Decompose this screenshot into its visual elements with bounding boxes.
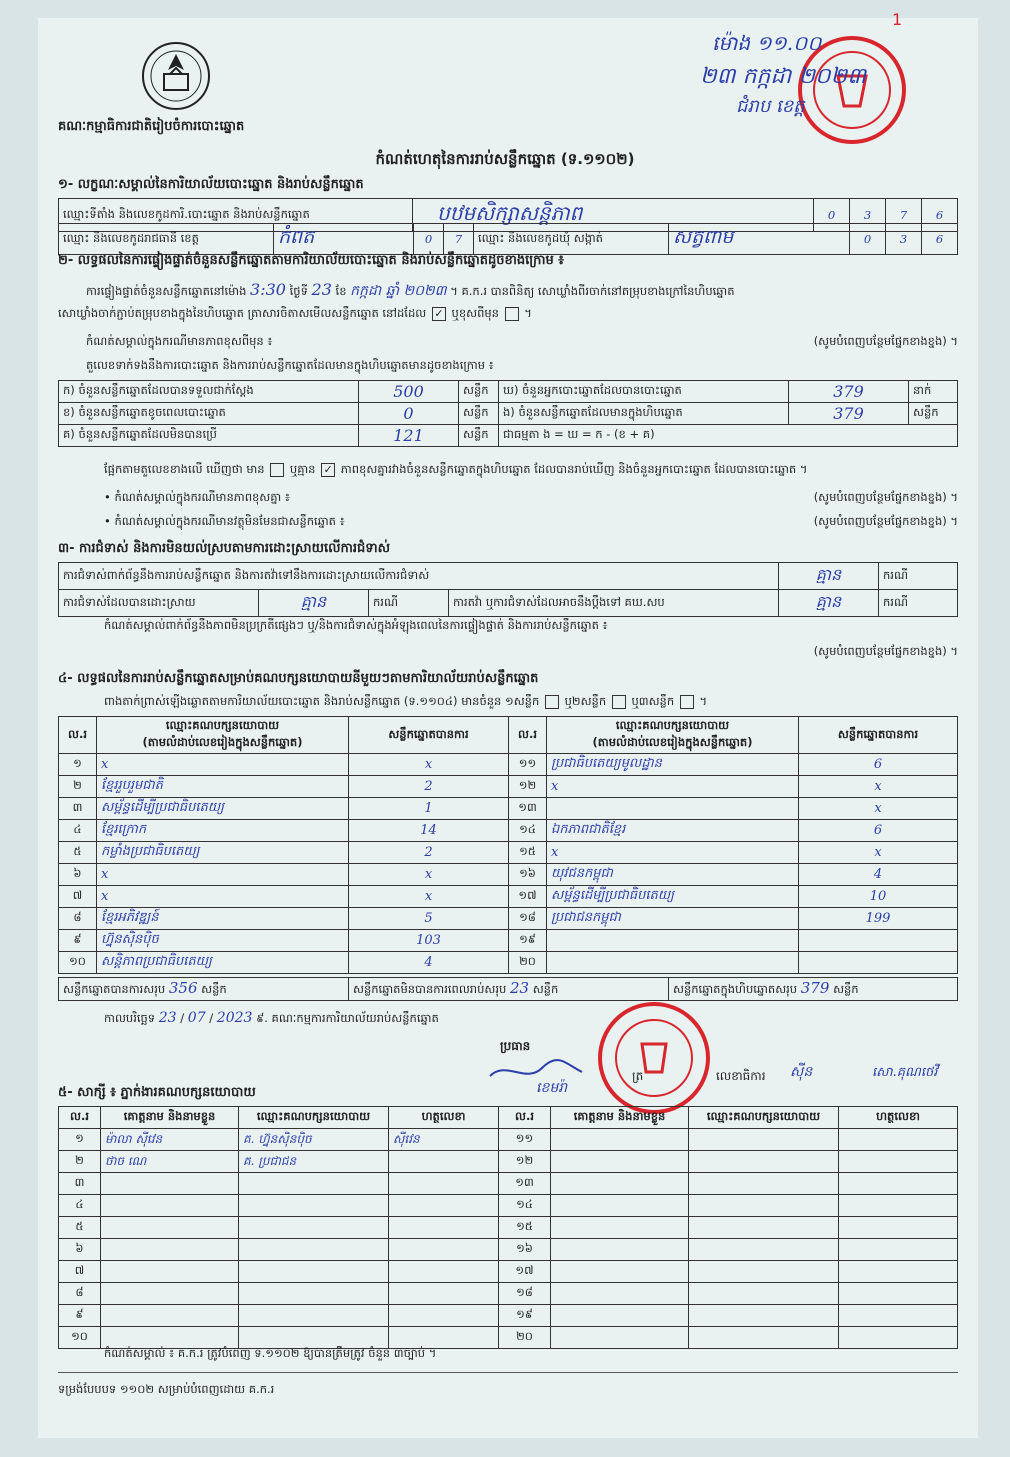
- witness-party: [239, 1173, 389, 1195]
- row-number: ២០: [509, 952, 547, 974]
- party-name: ហ្វ៊ុនស៊ិនប៉ិច: [97, 930, 349, 952]
- party-name: កម្លាំងប្រជាធិបតេយ្យ: [97, 842, 349, 864]
- party-votes: 2: [349, 776, 509, 798]
- party-votes: 2: [349, 842, 509, 864]
- witness-name: [551, 1305, 689, 1327]
- row-number: ១: [59, 754, 97, 776]
- row-number: ២: [59, 1151, 101, 1173]
- verification-line-2: សោឃ្លាំងចាក់ភ្ជាប់តម្រុបខាងក្នុងនៃហិបឆ្នោត ត្រាសារចិតាសមើលសន្លឹកឆ្នោត នៅដដែល ✓ ឬខុសពីមុន ។: [58, 306, 532, 320]
- table-row: [59, 798, 958, 820]
- witness-party: [689, 1239, 839, 1261]
- witness-signature: [839, 1151, 958, 1173]
- deputy-label: ត្រ: [632, 1069, 644, 1083]
- row-number: ១៤: [509, 820, 547, 842]
- witness-signature: [389, 1305, 499, 1327]
- party-votes: 14: [349, 820, 509, 842]
- office-stamp-icon: [596, 1000, 712, 1116]
- table-row: [59, 1151, 958, 1173]
- table-row: [59, 1283, 958, 1305]
- witness-signature: [389, 1195, 499, 1217]
- witness-party: [689, 1217, 839, 1239]
- party-votes: 199: [799, 908, 958, 930]
- witness-name: [101, 1305, 239, 1327]
- table-row: [59, 1239, 958, 1261]
- party-name: ខ្មែររួបរួមជាតិ: [97, 776, 349, 798]
- verification-time: 3:30: [250, 280, 286, 299]
- commune-code-2: 3: [886, 224, 922, 255]
- witness-party: [239, 1283, 389, 1305]
- totals-table: សន្លឹកឆ្នោតបានការសរុប 356 សន្លឹក សន្លឹកឆ្នោតមិនបានការពេលរាប់សរុប 23 សន្លឹក សន្លឹកឆ្នោតក្នុងហិបឆ្នោតសរុប 379 សន្លឹក: [58, 977, 958, 1001]
- party-votes: 10: [799, 886, 958, 908]
- row-number: ១១: [499, 1129, 551, 1151]
- section4-title: ៤- លទ្ធផលនៃការរាប់សន្លឹកឆ្នោតសម្រាប់គណបក្សនយោបាយនីមួយៗតាមការិយាល័យរាប់សន្លឹកឆ្នោត: [58, 671, 539, 686]
- witness-party: គ. ហ្វ៊ុនស៊ិនប៉ិច: [239, 1129, 389, 1151]
- party-name: សន្តិភាពប្រជាធិបតេយ្យ: [97, 952, 349, 974]
- three-sheets-checkbox[interactable]: [680, 695, 694, 709]
- witness-name: [551, 1261, 689, 1283]
- verification-day: 23: [311, 280, 332, 299]
- witness-signature: ស៊ីវេន: [389, 1129, 499, 1151]
- table-row: [59, 1217, 958, 1239]
- site-code-1: 0: [814, 199, 850, 232]
- witness-signature: [839, 1305, 958, 1327]
- row-number: ១១: [509, 754, 547, 776]
- table-row: [59, 842, 958, 864]
- site-code-3: 7: [886, 199, 922, 232]
- party-name: យុវជនកម្ពុជា: [547, 864, 799, 886]
- objections-table: ការជំទាស់ពាក់ព័ន្ធនឹងការរាប់សន្លឹកឆ្នោត និងការតវ៉ាទៅនឹងការដោះស្រាយលើការជំទាស់ គ្មាន ករណី ការជំទាស់ដែលបានដោះស្រាយ គ្មាន ករណី ការតវ៉ា ឬការជំទាស់ដែលអាចនឹងប្តឹងទៅ គឃ.សប គ្មាន ករណី: [58, 562, 958, 617]
- irregularity-fill-note: (សូមបំពេញបន្ថែមផ្នែកខាងខ្នង) ។: [813, 644, 958, 658]
- formula: ជាធម្មតា ង = ឃ = ក - (ខ + គ): [499, 425, 958, 447]
- witness-name: [551, 1239, 689, 1261]
- witness-party: [239, 1261, 389, 1283]
- row-number: ១៥: [499, 1217, 551, 1239]
- row-number: ១៦: [509, 864, 547, 886]
- table-row: [59, 1261, 958, 1283]
- row-number: ៥: [59, 842, 97, 864]
- row-number: ៦: [59, 864, 97, 886]
- form-note: ទម្រង់បែបបទ ១១០២ សម្រាប់បំពេញដោយ គ.ក.រ: [58, 1382, 275, 1396]
- witness-signature: [389, 1151, 499, 1173]
- party-votes: 5: [349, 908, 509, 930]
- witness-signature: [839, 1217, 958, 1239]
- party-name: ឯកភាពជាតិខ្មែរ: [547, 820, 799, 842]
- table-row: [59, 864, 958, 886]
- row-number: ៨: [59, 908, 97, 930]
- witness-name: [551, 1217, 689, 1239]
- witness-signature: [389, 1173, 499, 1195]
- party-votes: 6: [799, 754, 958, 776]
- row-number: ១: [59, 1129, 101, 1151]
- site-code-4: 6: [922, 199, 958, 232]
- ballots-in-box: 379: [789, 403, 909, 425]
- witness-name: [551, 1129, 689, 1151]
- irregularity-note: កំណត់សម្គាល់ពាក់ព័ន្ធនឹងភាពមិនប្រក្រតីផ្សេងៗ ឬ/និងការជំទាស់ក្នុងអំឡុងពេលនៃការផ្ទៀងផ្ទាត់ និងការរាប់សន្លឹកឆ្នោត ៖: [104, 618, 608, 632]
- witness-party: [689, 1173, 839, 1195]
- witness-party: [239, 1239, 389, 1261]
- witness-name: [101, 1239, 239, 1261]
- row-number: ១០: [59, 1327, 101, 1349]
- party-votes: 4: [799, 864, 958, 886]
- party-votes: 6: [799, 820, 958, 842]
- witness-party: [689, 1151, 839, 1173]
- chair-signature-icon: [486, 1050, 586, 1090]
- chair-name: ខេមរ៉ា: [536, 1080, 568, 1096]
- two-sheets-checkbox[interactable]: [612, 695, 626, 709]
- difference-note-line: កំណត់សម្គាល់ក្នុងករណីមានភាពខុសពីមុន ៖ (សូមបំពេញបន្ថែមផ្នែកខាងខ្នង) ។: [86, 334, 958, 348]
- witness-party: [239, 1305, 389, 1327]
- total-invalid: 23: [509, 979, 530, 997]
- ballot-figures-table: ក) ចំនួនសន្លឹកឆ្នោតដែលបានទទួលជាក់ស្តែង 500 សន្លឹក ឃ) ចំនួនអ្នកបោះឆ្នោតដែលបានបោះឆ្នោត 379 នាក់ ខ) ចំនួនសន្លឹកឆ្នោតខូចពេលបោះឆ្នោត 0 សន្លឹក ង) ចំនួនសន្លឹកឆ្នោតដែលមានក្នុងហិបឆ្នោត 379 សន្លឹក គ) ចំនួនសន្លឹកឆ្នោតដែលមិនបានប្រើ 121 សន្លឹក ជាធម្មតា ង = ឃ = ក - (ខ + គ): [58, 380, 958, 447]
- footer-divider: [58, 1372, 958, 1373]
- commune-code-1: 0: [850, 224, 886, 255]
- witness-table: ល.រ គោត្តនាម និងនាមខ្លួន ឈ្មោះគណបក្សនយោបាយ ហត្ថលេខា ល.រ គោត្តនាម និងនាមខ្លួន ឈ្មោះគណបក្សនយោបាយ ហត្ថលេខា ១ ម៉ាលា ស៊ីវេន គ. ហ្វ៊ុនស៊ិនប៉ិច ស៊ីវេន ១១ ២ ថាច ណេ គ. ប្រជាជន ១២ ៣ ១៣ ៤ ១៤ ៥ ១៥ ៦ ១៦ ៧ ១៧ ៨ ១៨ ៩ ១៩ ១០ ២០: [58, 1106, 958, 1349]
- party-votes: 103: [349, 930, 509, 952]
- witness-signature: [839, 1283, 958, 1305]
- unchanged-checkbox[interactable]: ✓: [432, 307, 446, 321]
- row-number: ៤: [59, 1195, 101, 1217]
- total-valid: 356: [168, 979, 198, 997]
- party-name: [547, 930, 799, 952]
- party-votes: x: [799, 842, 958, 864]
- secretary-name: សោ.គុណថេវី: [872, 1065, 938, 1080]
- table-row: [59, 820, 958, 842]
- row-number: ៩: [59, 1305, 101, 1327]
- row-number: ៤: [59, 820, 97, 842]
- changed-checkbox[interactable]: [505, 307, 519, 321]
- party-name: ខ្មែរក្រោក: [97, 820, 349, 842]
- party-name: សម្ព័ន្ធដើម្បីប្រជាធិបតេយ្យ: [547, 886, 799, 908]
- row-number: ៦: [59, 1239, 101, 1261]
- witness-signature: [839, 1129, 958, 1151]
- party-name: x: [97, 754, 349, 776]
- commune-label: ឈ្មោះ និងលេខកូដឃុំ សង្កាត់: [474, 224, 669, 255]
- commune-code-3: 6: [922, 224, 958, 255]
- discrepancy-yes-checkbox[interactable]: [270, 463, 284, 477]
- row-number: ១៩: [499, 1305, 551, 1327]
- witness-name: [101, 1283, 239, 1305]
- table-row: [59, 952, 958, 974]
- province-code-1: 0: [414, 224, 444, 255]
- party-name: x: [547, 842, 799, 864]
- witness-signature: [389, 1217, 499, 1239]
- party-votes: x: [349, 754, 509, 776]
- party-name: x: [97, 864, 349, 886]
- province-label: ឈ្មោះ និងលេខកូដរាជធានី ខេត្ត: [59, 224, 274, 255]
- one-sheet-checkbox[interactable]: [545, 695, 559, 709]
- witness-party: [689, 1261, 839, 1283]
- witness-name: [101, 1195, 239, 1217]
- witness-party: [689, 1129, 839, 1151]
- section5-title: ៥- សាក្សី ៖ ភ្នាក់ងារគណបក្សនយោបាយ: [58, 1085, 256, 1100]
- row-number: ៧: [59, 1261, 101, 1283]
- verification-month: កក្កដា ឆ្នាំ ២០២៣: [350, 283, 447, 299]
- witness-signature: [389, 1239, 499, 1261]
- section1-title: ១- លក្ខណៈសម្គាល់នៃការិយាល័យបោះឆ្នោត និងរាប់សន្លឹកឆ្នោត: [58, 177, 364, 192]
- party-name: ប្រជាធិបតេយ្យមូលដ្ឋាន: [547, 754, 799, 776]
- row-number: ៣: [59, 798, 97, 820]
- stamp-note-3: ជំរាប ខេត្ត: [736, 96, 805, 117]
- party-votes: 4: [349, 952, 509, 974]
- row-number: ១៧: [509, 886, 547, 908]
- witness-name: [551, 1195, 689, 1217]
- table-row: [59, 776, 958, 798]
- commune-value: សត្វពាម: [669, 224, 850, 255]
- witness-party: [689, 1305, 839, 1327]
- table-row: [59, 1305, 958, 1327]
- table-row: [59, 1173, 958, 1195]
- resolved-objections: គ្មាន: [259, 590, 369, 617]
- party-name: x: [547, 776, 799, 798]
- objections-count: គ្មាន: [779, 563, 879, 590]
- row-number: ១៥: [509, 842, 547, 864]
- section3-title: ៣- ការជំទាស់ និងការមិនយល់ស្របតាមការដោះស្រាយលើការជំទាស់: [58, 541, 390, 556]
- witness-name: [101, 1261, 239, 1283]
- nec-logo-icon: [140, 40, 212, 112]
- witness-name: ម៉ាលា ស៊ីវេន: [101, 1129, 239, 1151]
- row-number: ១៨: [499, 1283, 551, 1305]
- witness-name: [101, 1217, 239, 1239]
- party-votes: [799, 930, 958, 952]
- row-number: ១៣: [509, 798, 547, 820]
- party-votes: [799, 952, 958, 974]
- site-value: បឋមសិក្សាសន្តិភាព: [413, 199, 814, 232]
- row-number: ៣: [59, 1173, 101, 1195]
- witness-signature: [839, 1173, 958, 1195]
- committee-name: គណៈកម្មាធិការជាតិរៀបចំការបោះឆ្នោត: [58, 119, 245, 134]
- document-title: កំណត់ហេតុនៃការរាប់សន្លឹកឆ្នោត (ទ.១១០២): [375, 150, 635, 168]
- row-number: ១៧: [499, 1261, 551, 1283]
- party-name: [547, 952, 799, 974]
- table-row: [59, 886, 958, 908]
- row-number: ២០: [499, 1327, 551, 1349]
- bullet-note-2: • កំណត់សម្គាល់ក្នុងករណីមានវត្ថុមិនមែនជាសន្លឹកឆ្នោត ៖ (សូមបំពេញបន្ថែមផ្នែកខាងខ្នង) ។: [104, 514, 958, 528]
- discrepancy-no-checkbox[interactable]: ✓: [321, 463, 335, 477]
- province-code-2: 7: [444, 224, 474, 255]
- witness-name: [101, 1173, 239, 1195]
- witness-name: [551, 1283, 689, 1305]
- witness-signature: [839, 1261, 958, 1283]
- witness-party: គ. ប្រជាជន: [239, 1151, 389, 1173]
- party-votes: x: [799, 776, 958, 798]
- stamp-note-1: ម៉ោង ១១.០០: [712, 31, 822, 55]
- table-row: [59, 930, 958, 952]
- figures-intro: តួលេខទាក់ទងនឹងការបោះឆ្នោត និងការរាប់សន្លឹកឆ្នោតដែលមានក្នុងហិបឆ្នោតមានដូចខាងក្រោម ៖: [86, 358, 494, 372]
- row-number: ១៨: [509, 908, 547, 930]
- row-number: ១៦: [499, 1239, 551, 1261]
- row-number: ១២: [509, 776, 547, 798]
- secretary-label: លេខាធិការ: [716, 1069, 766, 1083]
- witness-party: [239, 1217, 389, 1239]
- voters-voted: 379: [789, 381, 909, 403]
- row-number: ៧: [59, 886, 97, 908]
- secretary-signature: ស៊ីន: [790, 1064, 813, 1080]
- witness-party: [689, 1195, 839, 1217]
- row-number: ១៤: [499, 1195, 551, 1217]
- site-code-2: 3: [850, 199, 886, 232]
- party-name: [547, 798, 799, 820]
- bullet-note-1: • កំណត់សម្គាល់ក្នុងករណីមានភាពខុសគ្នា ៖ (សូមបំពេញបន្ថែមផ្នែកខាងខ្នង) ។: [104, 490, 958, 504]
- row-number: ១៩: [509, 930, 547, 952]
- witness-name: [551, 1151, 689, 1173]
- row-number: ៩: [59, 930, 97, 952]
- witness-party: [239, 1195, 389, 1217]
- date-line: កាលបរិច្ឆេទ 23 / 07 / 2023 ៩. គណៈកម្មការការិយាល័យរាប់សន្លឹកឆ្នោត: [104, 1010, 439, 1026]
- row-number: ២: [59, 776, 97, 798]
- table-row: [59, 1195, 958, 1217]
- ballots-received: 500: [359, 381, 459, 403]
- witness-signature: [389, 1283, 499, 1305]
- party-votes: x: [349, 886, 509, 908]
- witness-signature: [389, 1261, 499, 1283]
- stamp-note-2: ២៣ កក្កដា ២០២៣: [700, 64, 866, 89]
- total-in-box: 379: [800, 979, 830, 997]
- witness-signature: [839, 1239, 958, 1261]
- witness-signature: [839, 1195, 958, 1217]
- witness-name: [551, 1173, 689, 1195]
- discrepancy-line: ផ្អែកតាមតួលេខខាងលើ ឃើញថា មាន ឬគ្មាន ✓ ភាពខុសគ្នារវាងចំនួនសន្លឹកឆ្នោតក្នុងហិបឆ្នោត ដែលបានរាប់ឃើញ និងចំនួនអ្នកបោះឆ្នោត ដែលបានបោះឆ្នោត ។: [104, 462, 808, 476]
- section1-table-row2: [58, 223, 958, 255]
- witness-party: [689, 1283, 839, 1305]
- party-name: x: [97, 886, 349, 908]
- party-name: សម្ព័ន្ធដើម្បីប្រជាធិបតេយ្យ: [97, 798, 349, 820]
- site-label: ឈ្មោះទីតាំង និងលេខកូដការិ.បោះឆ្នោត និងរាប់សន្លឹកឆ្នោត: [59, 199, 413, 232]
- witness-name: ថាច ណេ: [101, 1151, 239, 1173]
- ballots-spoiled: 0: [359, 403, 459, 425]
- table-row: [59, 754, 958, 776]
- chair-label: ប្រធាន: [500, 1039, 531, 1053]
- party-results-table: ល.រ ឈ្មោះគណបក្សនយោបាយ (តាមលំដាប់លេខរៀងក្នុងសន្លឹកឆ្នោត) សន្លឹកឆ្នោតបានការ ល.រ ឈ្មោះគណបក្សនយោបាយ (តាមលំដាប់លេខរៀងក្នុងសន្លឹកឆ្នោត) សន្លឹកឆ្នោតបានការ ១ x x ១១ ប្រជាធិបតេយ្យមូលដ្ឋាន 6 ២ ខ្មែររួបរួមជាតិ 2 ១២ x x ៣ សម្ព័ន្ធដើម្បីប្រជាធិបតេយ្យ 1 ១៣ x ៤ ខ្មែរក្រោក 14 ១៤ ឯកភាពជាតិខ្មែរ 6 ៥ កម្លាំងប្រជាធិបតេយ្យ 2 ១៥ x x ៦ x x ១៦ យុវជនកម្ពុជា 4 ៧ x x ១៧ សម្ព័ន្ធដើម្បីប្រជាធិបតេយ្យ 10 ៨ ខ្មែរអភិវឌ្ឍន៍ 5 ១៨ ប្រជាជនកម្ពុជា 199 ៩ ហ្វ៊ុនស៊ិនប៉ិច 103 ១៩ ១០ សន្តិភាពប្រជាធិបតេយ្យ 4 ២០: [58, 716, 958, 974]
- appeal-objections: គ្មាន: [779, 590, 879, 617]
- party-votes: 1: [349, 798, 509, 820]
- party-votes: x: [799, 798, 958, 820]
- verification-line-1: ការផ្ទៀងផ្ទាត់ចំនួនសន្លឹកឆ្នោតនៅម៉ោង 3:30 ថ្ងៃទី 23 ខែ កក្កដា ឆ្នាំ ២០២៣ ។ គ.ក.រ បានពិនិត្យ សោឃ្លាំងពីរចាក់នៅតម្រុបខាងក្រៅនៃហិបឆ្នោត: [86, 280, 735, 299]
- province-value: កំពត: [274, 224, 414, 255]
- count-sheet-line: ពាងតាក់ព្រាស់ឡើងឆ្លោតតាមការិយាល័យបោះឆ្នោត និងរាប់សន្លឹកឆ្នោត (ទ.១១០៤) មានចំនួន ១សន្លឹក ឬ២សន្លឹក ឬ៣សន្លឹក ។: [104, 694, 708, 708]
- row-number: ៨: [59, 1283, 101, 1305]
- section2-title: ២- លទ្ធផលនៃការផ្ទៀងផ្ទាត់ចំនួនសន្លឹកឆ្នោតតាមការិយាល័យបោះឆ្នោត និងរាប់សន្លឹកឆ្នោតដូចខាងក្រោម ៖: [58, 253, 564, 268]
- ballots-unused: 121: [359, 425, 459, 447]
- party-votes: x: [349, 864, 509, 886]
- row-number: ៥: [59, 1217, 101, 1239]
- party-name: ខ្មែរអភិវឌ្ឍន៍: [97, 908, 349, 930]
- row-number: ១២: [499, 1151, 551, 1173]
- party-name: ប្រជាជនកម្ពុជា: [547, 908, 799, 930]
- table-row: [59, 1129, 958, 1151]
- corner-mark: 1: [892, 10, 903, 29]
- footnote: កំណត់សម្គាល់ ៖ គ.ក.រ ត្រូវបំពេញ ទ.១១០២ ឱ្យបានត្រឹមត្រូវ ចំនួន ៣ច្បាប់ ។: [104, 1346, 437, 1360]
- row-number: ១០: [59, 952, 97, 974]
- row-number: ១៣: [499, 1173, 551, 1195]
- table-row: [59, 908, 958, 930]
